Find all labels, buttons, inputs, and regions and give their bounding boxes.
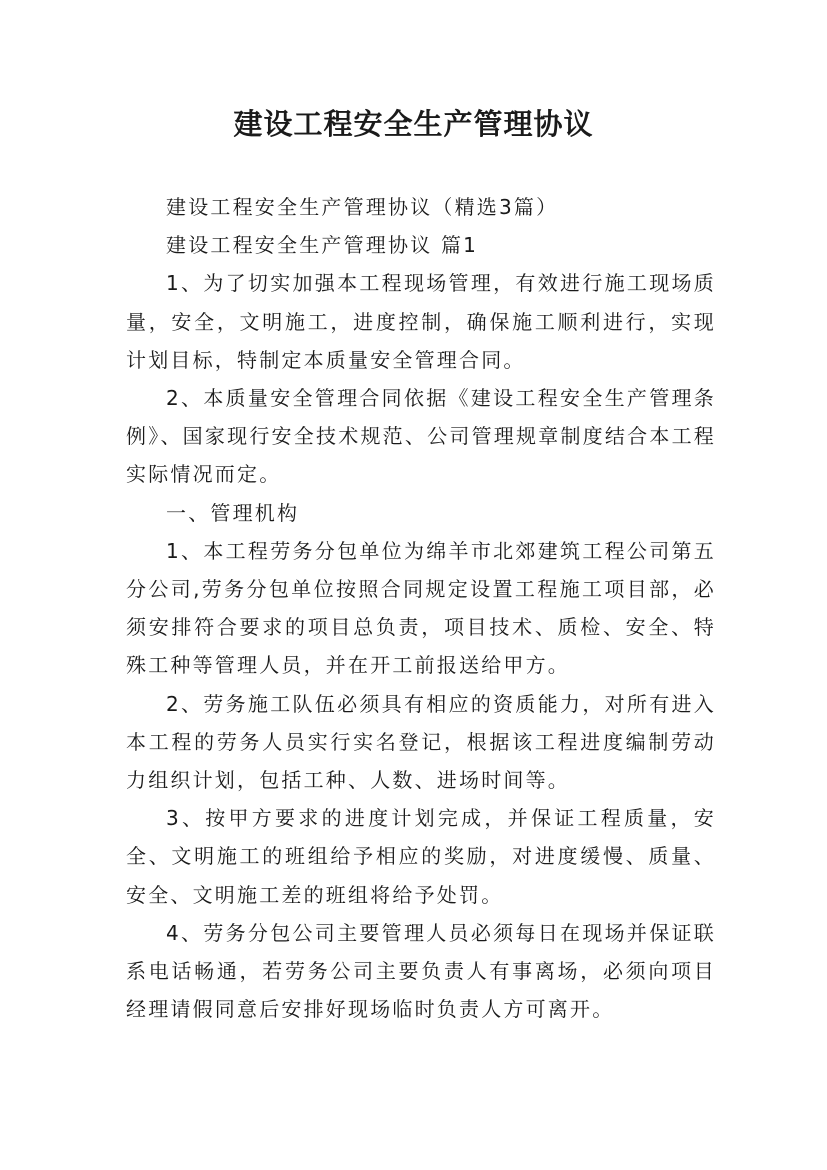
paragraph-clause-4: 4、劳务分包公司主要管理人员必须每日在现场并保证联系电话畅通，若劳务公司主要负责人有事离场，必须向项目经理请假同意后安排好现场临时负责人方可离开。 (126, 920, 716, 1022)
paragraph-basis: 2、本质量安全管理合同依据《建设工程安全生产管理条例》、国家现行安全技术规范、公司管理规章制度结合本工程实际情况而定。 (126, 386, 716, 487)
paragraph-purpose: 1、为了切实加强本工程现场管理，有效进行施工现场质量，安全，文明施工，进度控制，确保施工顺利进行，实现计划目标，特制定本质量安全管理合同。 (126, 271, 716, 372)
paragraph-section-heading: 建设工程安全生产管理协议 篇1 (166, 233, 479, 258)
paragraph-clause-3: 3、按甲方要求的进度计划完成，并保证工程质量，安全、文明施工的班组给予相应的奖励，对进度缓慢、质量、安全、文明施工差的班组将给予处罚。 (126, 806, 716, 907)
paragraph-subtitle: 建设工程安全生产管理协议（精选3篇） (166, 195, 559, 219)
paragraph-clause-1: 1、本工程劳务分包单位为绵羊市北郊建筑工程公司第五分公司,劳务分包单位按照合同规定设置工程施工项目部，必须安排符合要求的项目总负责，项目技术、质检、安全、特殊工种等管理人员，并在开工前报送给甲方。 (126, 538, 716, 678)
document-body (126, 188, 716, 1028)
paragraph-clause-2: 2、劳务施工队伍必须具有相应的资质能力，对所有进入本工程的劳务人员实行实名登记，根据该工程进度编制劳动力组织计划，包括工种、人数、进场时间等。 (126, 691, 716, 793)
document-title: 建设工程安全生产管理协议 (233, 107, 594, 141)
paragraph-management-heading: 一、管理机构 (166, 500, 300, 525)
